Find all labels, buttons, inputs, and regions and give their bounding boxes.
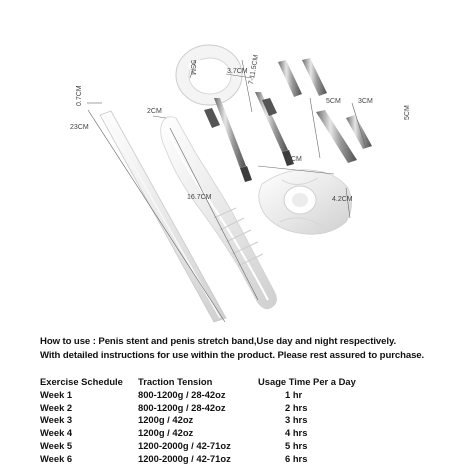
ring-range-label: 7-11.5CM: [248, 54, 261, 86]
week-cell: Week 6: [40, 452, 73, 464]
cushion-height-label: 4.2CM: [332, 196, 353, 203]
week-cell: Week 4: [40, 427, 73, 439]
week-cell: Week 5: [40, 439, 73, 451]
band-length-label: 16.7CM: [187, 194, 212, 201]
rod-width-label: 0.7CM: [76, 85, 83, 106]
band-width-label: 2CM: [147, 108, 162, 115]
tension-cell: 1200g / 42oz: [138, 427, 194, 439]
schedule-row: [40, 453, 420, 466]
time-cell: 5 hrs: [285, 439, 308, 451]
schedule-header-row: [40, 376, 420, 389]
stretch-band: [161, 117, 277, 309]
short-rod-label: 3CM: [358, 98, 373, 105]
tension-cell: 800-1200g / 28-42oz: [138, 401, 226, 413]
exercise-schedule-table: [40, 376, 420, 466]
time-cell: 3 hrs: [285, 414, 308, 426]
usage-instruction-line1: How to use : Penis stent and penis stretch band,Use day and night respectively.: [40, 336, 397, 347]
extension-rods: [278, 58, 372, 163]
header-exercise-schedule: Exercise Schedule: [40, 376, 123, 387]
rod-length-label: 23CM: [70, 124, 89, 131]
time-cell: 2 hrs: [285, 401, 308, 413]
schedule-row: [40, 414, 420, 427]
week-cell: Week 1: [40, 388, 73, 400]
header-traction-tension: Traction Tension: [138, 376, 213, 387]
ring-outer-label: 3.7CM: [227, 68, 248, 75]
tension-cell: 1200g / 42oz: [138, 414, 194, 426]
time-cell: 4 hrs: [285, 427, 308, 439]
week-cell: Week 2: [40, 401, 73, 413]
tension-cell: 1200-2000g / 42-71oz: [138, 439, 231, 451]
time-cell: 1 hr: [285, 388, 303, 400]
tension-cell: 1200-2000g / 42-71oz: [138, 452, 231, 464]
small-label: 5CM: [404, 105, 411, 120]
usage-instruction-line2: With detailed instructions for use within the product. Please rest assured to purchase.: [40, 350, 425, 361]
long-rod-label: 5CM: [326, 98, 341, 105]
week-cell: Week 3: [40, 414, 73, 426]
time-cell: 6 hrs: [285, 452, 308, 464]
schedule-row: [40, 427, 420, 440]
ring-inner-label: 5CM: [189, 60, 196, 75]
cushion-width-label: 6CM: [287, 156, 302, 163]
schedule-row: [40, 440, 420, 453]
tension-cell: 800-1200g / 28-42oz: [138, 388, 226, 400]
header-usage-time: Usage Time Per a Day: [258, 376, 356, 387]
schedule-row: [40, 389, 420, 402]
schedule-row: [40, 402, 420, 415]
